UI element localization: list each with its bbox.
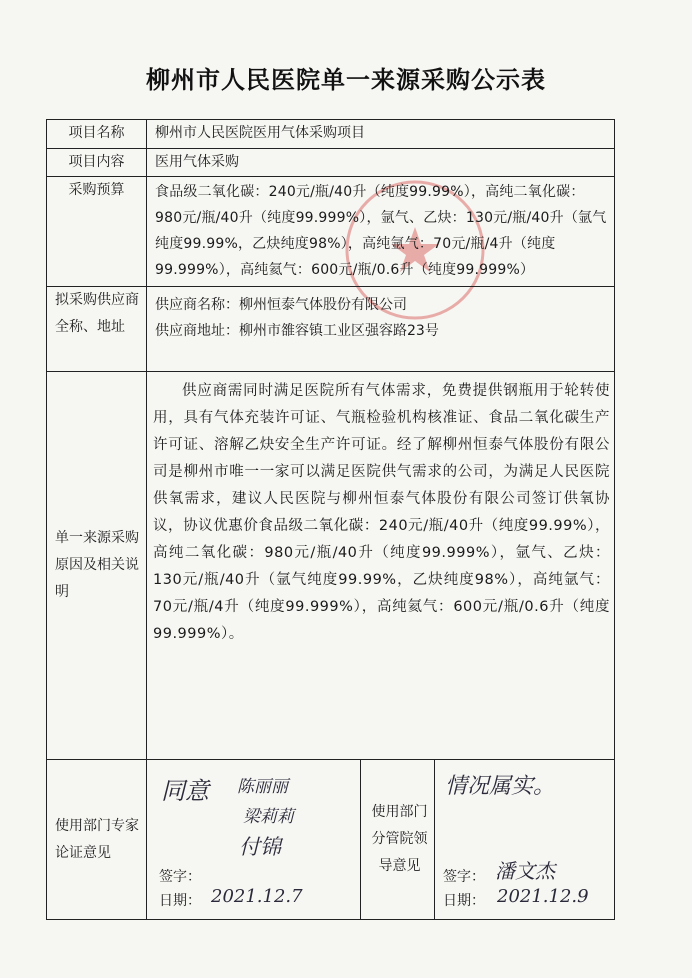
- reason-label: 单一来源采购原因及相关说明: [47, 372, 147, 760]
- leader-sign-label: 签字：: [443, 869, 485, 885]
- expert-opinion-cell: [147, 760, 361, 920]
- page-title: 柳州市人民医院单一来源采购公示表: [146, 66, 546, 94]
- expert-date: 2021.12.7: [211, 886, 303, 907]
- leader-opinion-label: 使用部门分管院领导意见: [361, 760, 435, 920]
- expert-date-label: 日期：: [159, 893, 201, 909]
- expert-opinion-handwriting: 同意: [161, 777, 209, 805]
- expert-signature-2: 梁莉莉: [243, 807, 294, 827]
- project-name-label: 项目名称: [47, 120, 147, 149]
- project-content-label: 项目内容: [47, 149, 147, 177]
- supplier-address: 供应商地址：柳州市雒容镇工业区强容路23号: [155, 323, 439, 339]
- expert-signature-3: 付锦: [239, 835, 281, 859]
- leader-opinion-cell: [435, 760, 615, 920]
- project-name-value: 柳州市人民医院医用气体采购项目: [147, 120, 615, 149]
- budget-label: 采购预算: [47, 177, 147, 287]
- expert-sign-label: 签字：: [159, 869, 201, 885]
- procurement-table: [46, 119, 615, 920]
- supplier-label: 拟采购供应商全称、地址: [47, 287, 147, 372]
- expert-signature-1: 陈丽丽: [237, 777, 288, 797]
- row-reason: [47, 372, 615, 760]
- supplier-name: 供应商名称：柳州恒泰气体股份有限公司: [155, 297, 407, 313]
- leader-signature: 潘文杰: [495, 859, 555, 883]
- leader-opinion-handwriting: 情况属实。: [445, 774, 556, 799]
- leader-date: 2021.12.9: [497, 886, 589, 907]
- row-budget: [47, 177, 615, 287]
- budget-value: 食品级二氧化碳：240元/瓶/40升（纯度99.99%），高纯二氧化碳：980元/瓶/40升（纯度99.999%），氩气、乙炔：130元/瓶/40升（氩气纯度99.99%，乙炔纯度98%），高纯氩气：70元/瓶/4升（纯度99.999%），高纯氦气：600元/瓶/0.6升（纯度99.999%）: [155, 184, 607, 278]
- row-project-content: [47, 149, 615, 177]
- row-supplier: [47, 287, 615, 372]
- expert-opinion-label: 使用部门专家论证意见: [47, 760, 147, 920]
- row-signoff: [47, 760, 615, 920]
- row-project-name: [47, 120, 615, 149]
- reason-text: 供应商需同时满足医院所有气体需求，免费提供钢瓶用于轮转使用，具有气体充装许可证、气瓶检验机构核准证、食品二氧化碳生产许可证、溶解乙炔安全生产许可证。经了解柳州恒泰气体股份有限公司是柳州市唯一一家可以满足医院供气需求的公司，为满足人民医院供氧需求，建议人民医院与柳州恒泰气体股份有限公司签订供氧协议，协议优惠价食品级二氧化碳：240元/瓶/40升（纯度99.99%），高纯二氧化碳：980元/瓶/40升（纯度99.999%），氩气、乙炔：130元/瓶/40升（氩气纯度99.99%，乙炔纯度98%），高纯氩气：70元/瓶/4升（纯度99.999%），高纯氦气：600元/瓶/0.6升（纯度99.999%）。: [153, 383, 611, 642]
- leader-date-label: 日期：: [443, 893, 485, 909]
- project-content-value: 医用气体采购: [147, 149, 615, 177]
